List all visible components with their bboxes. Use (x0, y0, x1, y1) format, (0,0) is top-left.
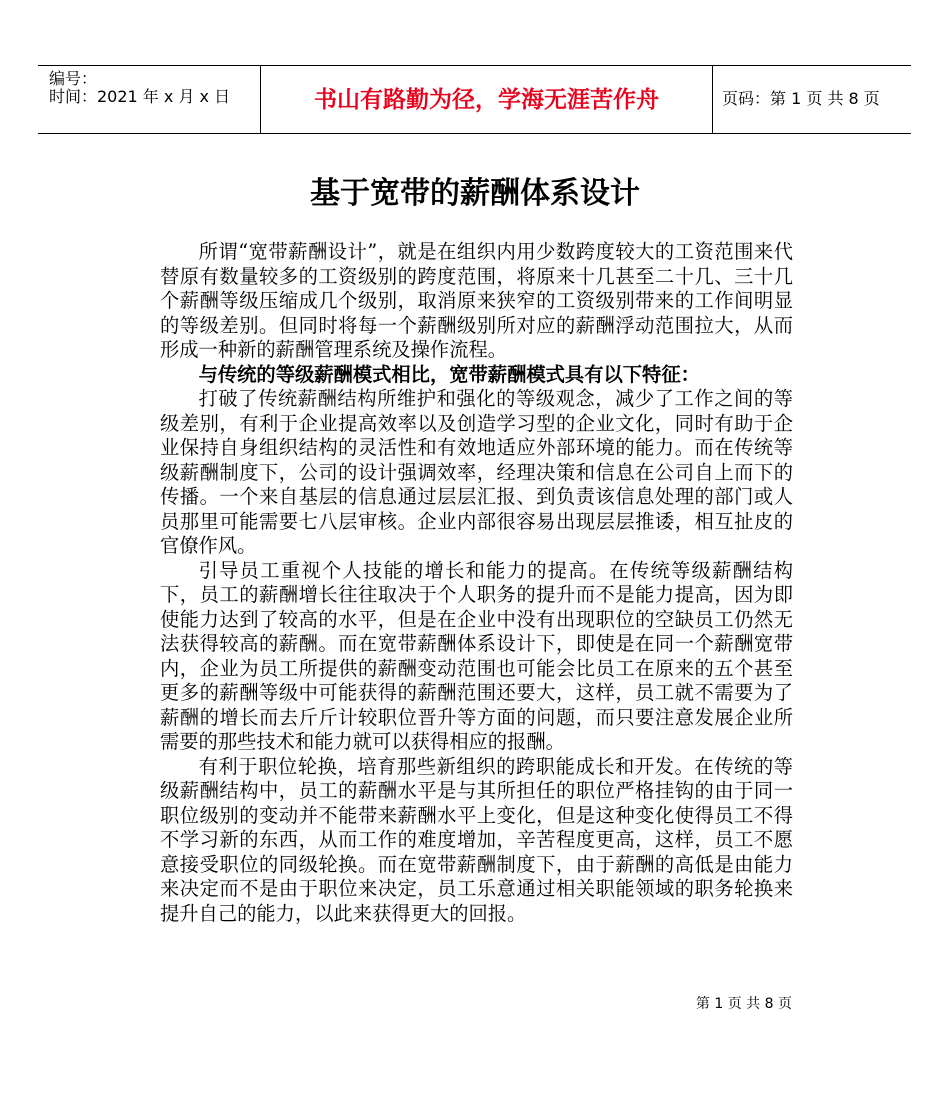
header-motto: 书山有路勤为径，学海无涯苦作舟 (314, 87, 659, 113)
header-info-cell (38, 66, 261, 133)
serial-number-label: 编号： (49, 69, 98, 88)
paragraph-feature-skills: 引导员工重视个人技能的增长和能力的提高。在传统等级薪酬结构下，员工的薪酬增长往往取决于个人职务的提升而不是能力提高，因为即使能力达到了较高的水平，但是在企业中没有出现职位的空缺员工仍然无法获得较高的薪酬。而在宽带薪酬体系设计下，即使是在同一个薪酬宽带内，企业为员工所提供的薪酬变动范围也可能会比员工在原来的五个甚至更多的薪酬等级中可能获得的薪酬范围还要大，这样，员工就不需要为了薪酬的增长而去斤斤计较职位晋升等方面的问题，而只要注意发展企业所需要的那些技术和能力就可以获得相应的报酬。 (160, 558, 793, 753)
header-motto-cell (261, 66, 713, 133)
date-label: 时间：2021 年 x 月 x 日 (49, 87, 231, 106)
header-page-cell (713, 66, 911, 133)
paragraph-feature-hierarchy: 打破了传统薪酬结构所维护和强化的等级观念，减少了工作之间的等级差别，有利于企业提高效率以及创造学习型的企业文化，同时有助于企业保持自身组织结构的灵活性和有效地适应外部环境的能力。而在传统等级薪酬制度下，公司的设计强调效率，经理决策和信息在公司自上而下的传播。一个来自基层的信息通过层层汇报、到负责该信息处理的部门或人员那里可能需要七八层审核。企业内部很容易出现层层推诿，相互扯皮的官僚作风。 (160, 387, 793, 557)
document-title: 基于宽带的薪酬体系设计 (310, 176, 640, 211)
document-header (38, 65, 911, 134)
page-footer: 第 1 页 共 8 页 (695, 996, 792, 1012)
paragraph-features-heading: 与传统的等级薪酬模式相比，宽带薪酬模式具有以下特征： (198, 362, 700, 386)
paragraph-definition: 所谓“宽带薪酬设计”，就是在组织内用少数跨度较大的工资范围来代替原有数量较多的工资级别的跨度范围，将原来十几甚至二十几、三十几个薪酬等级压缩成几个级别，取消原来狭窄的工资级别带来的工作间明显的等级差别。但同时将每一个薪酬级别所对应的薪酬浮动范围拉大，从而形成一种新的薪酬管理系统及操作流程。 (160, 240, 793, 361)
document-body (160, 240, 793, 926)
header-page-info: 页码：第 1 页 共 8 页 (722, 89, 880, 108)
paragraph-feature-rotation: 有利于职位轮换，培育那些新组织的跨职能成长和开发。在传统的等级薪酬结构中，员工的薪酬水平是与其所担任的职位严格挂钩的由于同一职位级别的变动并不能带来薪酬水平上变化，但是这种变化使得员工不得不学习新的东西，从而工作的难度增加，辛苦程度更高，这样，员工不愿意接受职位的同级轮换。而在宽带薪酬制度下，由于薪酬的高低是由能力来决定而不是由于职位来决定，员工乐意通过相关职能领域的职务轮换来提升自己的能力，以此来获得更大的回报。 (160, 754, 793, 925)
